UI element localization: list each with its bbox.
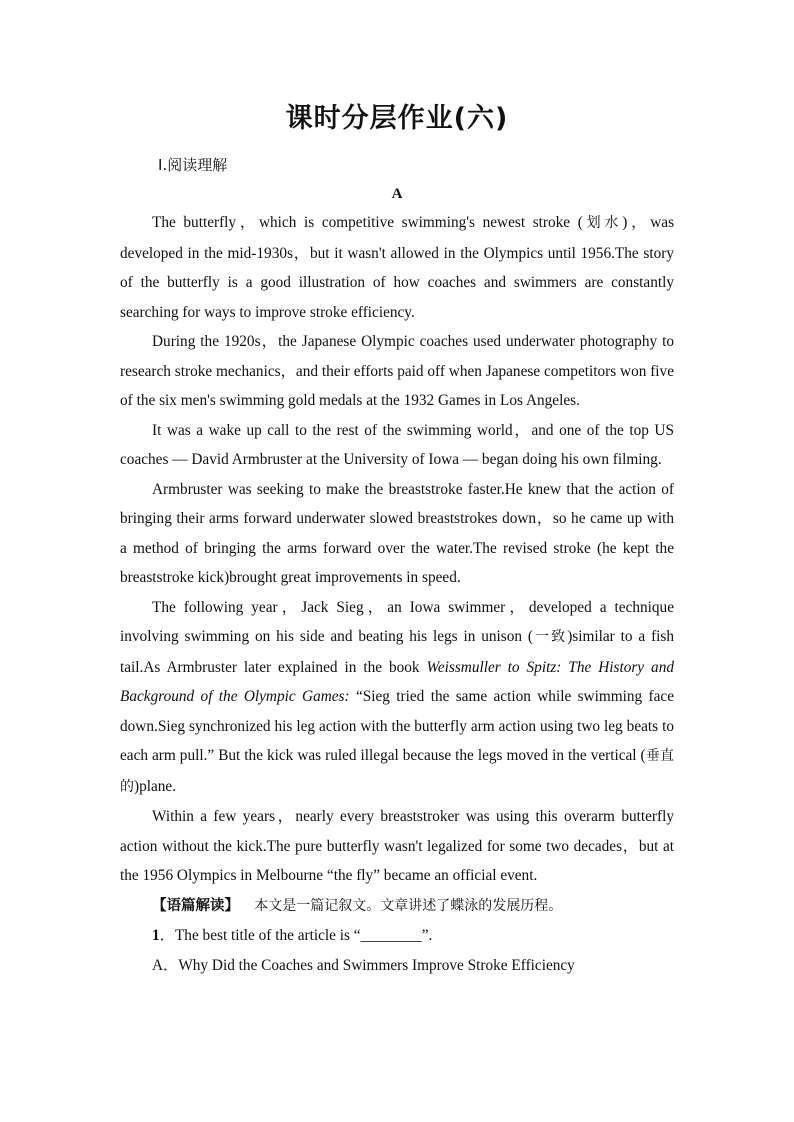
paragraph-6: Within a few years，nearly every breaststroker was using this overarm butterfly action without the kick.The pure butterfly wasn't legalized for some two decades，but at the 1956 Olympics in Melbourne “the fly” became an official event. [120,808,674,884]
section-heading: Ⅰ.阅读理解 [158,156,228,174]
analysis-text: 本文是一篇记叙文。文章讲述了蝶泳的发展历程。 [254,897,563,914]
text-analysis [120,891,674,922]
paragraph-5: The following year，Jack Sieg，an Iowa swimmer，developed a technique involving swimming on his side and beating his legs in unison (一致)similar to a fish tail.As Armbruster later explained in the book Weissmuller to Spitz: The History and Background of the Olympic Games: “Sieg tried the same action while swimming face down.Sieg synchronized his leg action with the butterfly arm action using two leg beats to each arm pull.” But the kick was ruled illegal because the legs moved in the vertical (垂直的)plane. [120,598,675,795]
question-1-option-a: A．Why Did the Coaches and Swimmers Improve Stroke Efficiency [152,956,575,974]
page-title: 课时分层作业(六) [285,103,509,134]
paragraph-2: During the 1920s，the Japanese Olympic coaches used underwater photography to research stroke mechanics，and their efforts paid off when Japanese competitors won five of the six men's swimming gold medals at the 1932 Games in Los Angeles. [120,333,674,409]
passage-label: A [391,186,403,202]
paragraph-1: The butterfly，which is competitive swimming's newest stroke (划水)，was developed in the mid‑1930s，but it wasn't allowed in the Olympics until 1956.The story of the butterfly is a good illustration of how coaches and swimmers are constantly searching for ways to improve stroke efficiency. [120,214,675,321]
analysis-tag: 【语篇解读】 [152,897,239,914]
paragraph-4: Armbruster was seeking to make the breaststroke faster.He knew that the action of bringing their arms forward underwater slowed breaststrokes down，so he came up with a method of bringing the arms forward over the water.The revised stroke (he kept the breaststroke kick)brought great improvements in speed. [120,480,674,586]
book-title: Weissmuller to Spitz: The History and Background of the Olympic Games: [120,658,674,705]
passage-body [120,208,674,980]
question-1: 1．The best title of the article is “________”. [152,927,433,944]
paragraph-3: It was a wake up call to the rest of the swimming world，and one of the top US coaches — David Armbruster at the University of Iowa — began doing his own filming. [120,421,674,468]
